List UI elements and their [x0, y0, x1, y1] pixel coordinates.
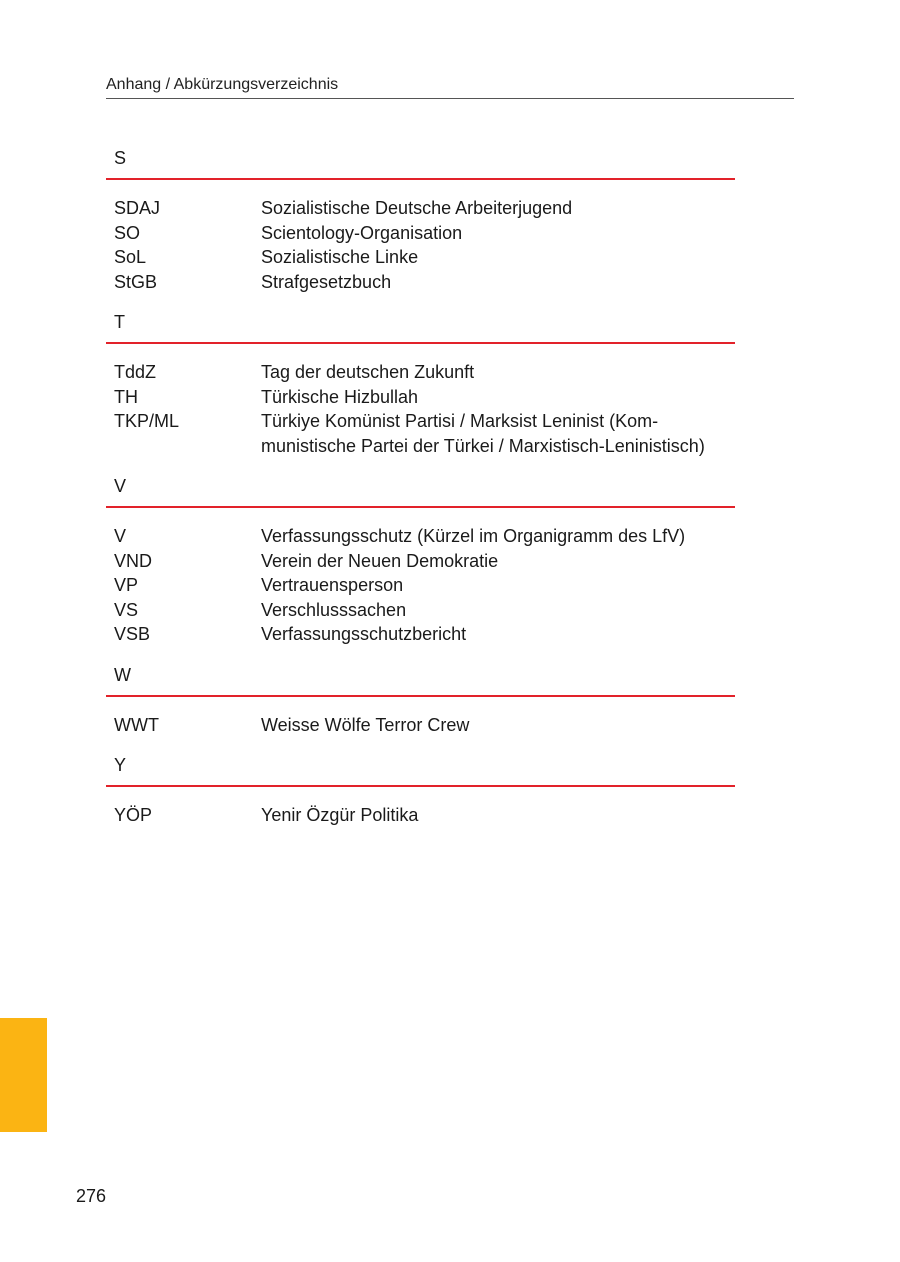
- list-item: [106, 549, 735, 574]
- list-item: [106, 713, 735, 738]
- entry-list: [106, 180, 735, 294]
- definition: Yenir Özgür Politika: [261, 805, 419, 825]
- abbreviation-list: [106, 146, 735, 844]
- abbreviation: VP: [114, 575, 139, 595]
- section-v: [106, 474, 735, 647]
- entry-list: [106, 344, 735, 458]
- definition: Verschlusssachen: [261, 599, 407, 620]
- entry-list: [106, 508, 735, 647]
- abbreviation: SO: [114, 222, 141, 243]
- definition: Sozialistische Linke: [261, 247, 419, 267]
- abbreviation: SoL: [114, 247, 147, 267]
- list-item: [106, 196, 735, 221]
- list-item: [106, 360, 735, 385]
- section-s: [106, 146, 735, 294]
- abbreviation: YÖP: [114, 805, 153, 825]
- abbreviation: TddZ: [114, 362, 157, 382]
- abbreviation: VSB: [114, 624, 151, 644]
- running-header: Anhang / Abkürzungsverzeichnis: [106, 75, 794, 99]
- abbreviation: WWT: [114, 714, 159, 735]
- definition: Verfassungsschutz (Kürzel im Organigramm des LfV): [261, 526, 686, 546]
- list-item: [106, 409, 735, 458]
- section-y: [106, 753, 735, 828]
- definition: Scientology-Organisation: [261, 222, 463, 243]
- definition: Tag der deutschen Zukunft: [261, 362, 475, 382]
- list-item: [106, 622, 735, 647]
- section-letter: W: [106, 663, 735, 697]
- abbreviation: VND: [114, 550, 153, 571]
- section-letter: T: [106, 310, 735, 344]
- abbreviation: TH: [114, 386, 138, 407]
- list-item: [106, 385, 735, 410]
- definition: Strafgesetzbuch: [261, 271, 392, 292]
- definition: Verfassungsschutzbericht: [261, 624, 467, 644]
- entry-list: [106, 787, 735, 828]
- list-item: [106, 221, 735, 246]
- abbreviation: VS: [114, 599, 139, 620]
- entry-list: [106, 697, 735, 738]
- section-t: [106, 310, 735, 458]
- definition: Türkische Hizbullah: [261, 386, 419, 407]
- abbreviation: V: [114, 526, 127, 546]
- abbreviation: SDAJ: [114, 198, 161, 218]
- list-item: [106, 573, 735, 598]
- definition: Verein der Neuen Demokratie: [261, 550, 499, 571]
- section-letter: Y: [106, 753, 735, 787]
- abbreviation: TKP/ML: [114, 411, 180, 431]
- section-w: [106, 663, 735, 738]
- list-item: [106, 598, 735, 623]
- definition: Türkiye Komünist Partisi / Marksist Leninist (Kommunistische Partei der Türkei / Marxistisch-Leninistisch): [261, 411, 705, 456]
- abbreviation: StGB: [114, 271, 158, 292]
- list-item: [106, 270, 735, 295]
- list-item: [106, 245, 735, 270]
- definition: Vertrauensperson: [261, 575, 404, 595]
- section-letter: S: [106, 146, 735, 180]
- definition: Weisse Wölfe Terror Crew: [261, 714, 470, 735]
- chapter-tab-marker: [0, 1018, 47, 1132]
- page-number: 276: [76, 1186, 107, 1206]
- list-item: [106, 524, 735, 549]
- list-item: [106, 803, 735, 828]
- section-letter: V: [106, 474, 735, 508]
- definition: Sozialistische Deutsche Arbeiterjugend: [261, 198, 573, 218]
